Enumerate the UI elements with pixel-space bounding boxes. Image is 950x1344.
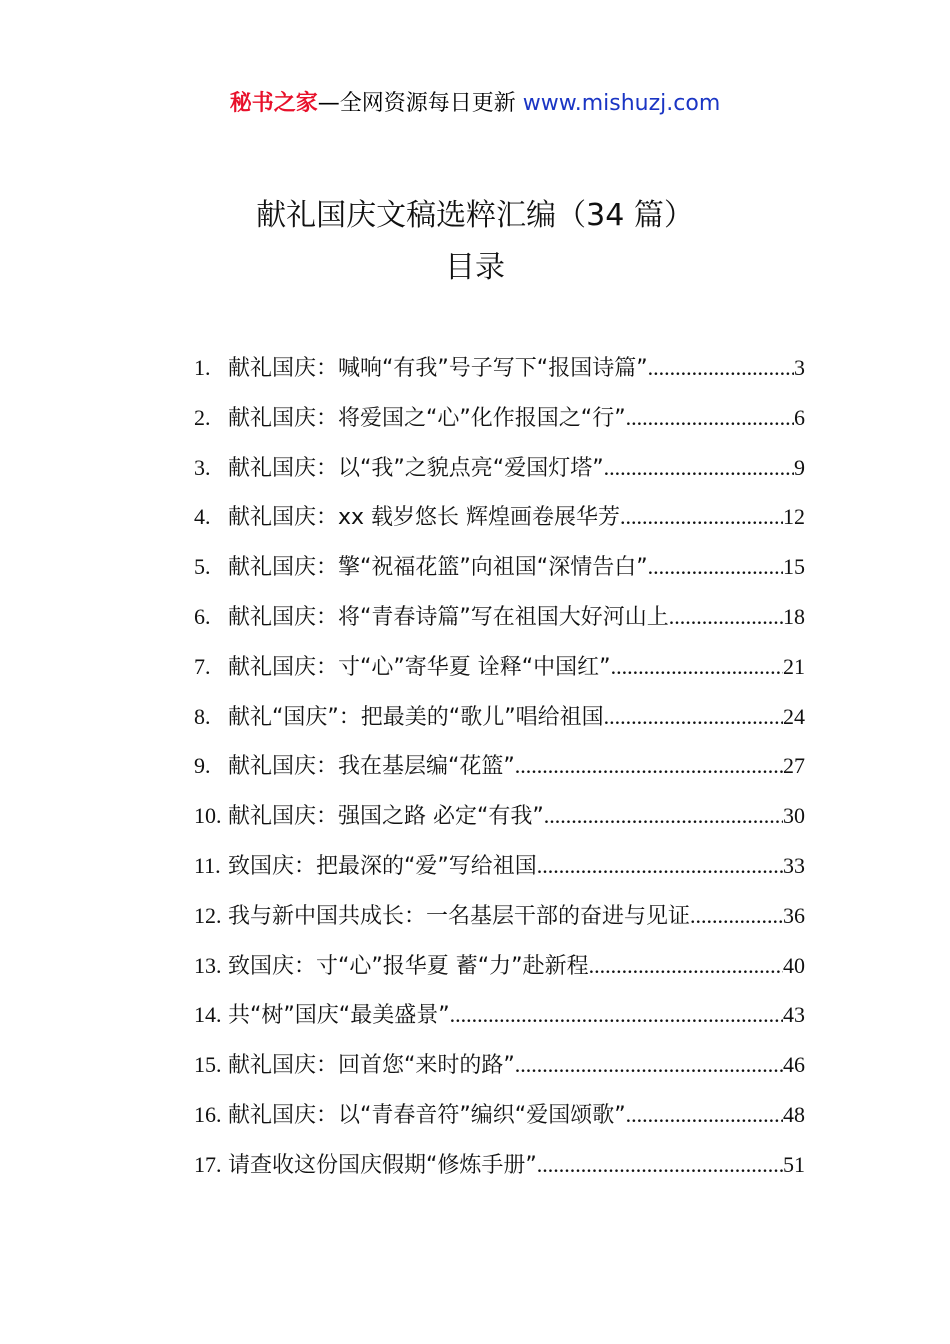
toc-entry-number: 6. bbox=[194, 603, 211, 629]
toc-dot-leader bbox=[544, 791, 783, 841]
toc-entry-number: 17. bbox=[194, 1151, 222, 1177]
toc-dot-leader bbox=[515, 741, 783, 791]
toc-heading: 目录 bbox=[445, 250, 505, 285]
toc-entry[interactable] bbox=[194, 1140, 805, 1190]
toc-entry-number: 10. bbox=[194, 803, 222, 829]
toc-entry[interactable] bbox=[194, 741, 805, 791]
toc-entry-number: 9. bbox=[194, 753, 211, 779]
header-slogan: —全网资源每日更新 bbox=[317, 91, 523, 116]
toc-entry-number: 16. bbox=[194, 1101, 222, 1127]
toc-entry[interactable] bbox=[194, 941, 805, 991]
toc-entry-number: 1. bbox=[194, 355, 211, 380]
toc-entry-number: 2. bbox=[194, 404, 211, 430]
toc-entry-number: 4. bbox=[194, 504, 211, 530]
toc-entry-page-number: 3 bbox=[794, 355, 805, 380]
toc-entry-title: 献礼国庆：xx 载岁悠长 辉煌画卷展华芳 bbox=[228, 505, 621, 531]
toc-dot-leader bbox=[648, 343, 794, 393]
toc-dot-leader bbox=[626, 1090, 783, 1140]
toc-dot-leader bbox=[620, 492, 783, 542]
site-header bbox=[0, 86, 950, 122]
toc-entry-title: 献礼国庆：擎“祝福花篮”向祖国“深情告白” bbox=[228, 555, 648, 581]
toc-entry[interactable] bbox=[194, 791, 805, 841]
toc-entry-page-number: 6 bbox=[794, 404, 805, 430]
toc-dot-leader bbox=[648, 542, 783, 592]
toc-entry[interactable] bbox=[194, 592, 805, 642]
toc-entry-number: 11. bbox=[194, 852, 221, 878]
toc-entry-number: 12. bbox=[194, 902, 222, 928]
toc-entry-page-number: 46 bbox=[783, 1052, 805, 1078]
toc-entry-title: 献礼国庆：回首您“来时的路” bbox=[228, 1053, 515, 1079]
toc-entry-number: 8. bbox=[194, 703, 211, 729]
toc-entry[interactable] bbox=[194, 1090, 805, 1140]
toc-entry[interactable] bbox=[194, 841, 805, 891]
toc-dot-leader bbox=[611, 642, 783, 692]
site-url-link[interactable]: www.mishuzj.com bbox=[522, 91, 721, 116]
toc-entry-page-number: 12 bbox=[783, 504, 805, 530]
toc-entry-title: 献礼国庆：我在基层编“花篮” bbox=[228, 754, 515, 780]
toc-entry-number: 3. bbox=[194, 454, 211, 480]
toc-entry[interactable] bbox=[194, 542, 805, 592]
toc-dot-leader bbox=[589, 941, 783, 991]
toc-dot-leader bbox=[537, 841, 783, 891]
toc-dot-leader bbox=[669, 592, 783, 642]
toc-entry-title: 请查收这份国庆假期“修炼手册” bbox=[228, 1152, 537, 1178]
toc-entry-page-number: 36 bbox=[783, 902, 805, 928]
toc-entry-title: 致国庆：寸“心”报华夏 蓄“力”赴新程 bbox=[228, 953, 589, 979]
toc-entry-number: 13. bbox=[194, 952, 222, 978]
toc-entry[interactable] bbox=[194, 692, 805, 742]
toc-entry-title: 献礼国庆：将“青春诗篇”写在祖国大好河山上 bbox=[228, 604, 669, 630]
toc-entry[interactable] bbox=[194, 443, 805, 493]
toc-dot-leader bbox=[515, 1040, 783, 1090]
toc-dot-leader bbox=[626, 393, 794, 443]
toc-dot-leader bbox=[537, 1140, 783, 1190]
toc-dot-leader bbox=[450, 990, 783, 1040]
toc-entry-number: 15. bbox=[194, 1052, 222, 1078]
toc-entry-page-number: 24 bbox=[783, 703, 805, 729]
toc-entry-title: 献礼国庆：寸“心”寄华夏 诠释“中国红” bbox=[228, 654, 611, 680]
toc-dot-leader bbox=[604, 692, 783, 742]
toc-dot-leader bbox=[604, 443, 794, 493]
toc-entry[interactable] bbox=[194, 990, 805, 1040]
toc-entry[interactable] bbox=[194, 343, 805, 393]
toc-entry-page-number: 43 bbox=[783, 1002, 805, 1028]
toc-entry-number: 7. bbox=[194, 653, 211, 679]
toc-entry-page-number: 30 bbox=[783, 803, 805, 829]
toc-entry-title: 献礼国庆：将爱国之“心”化作报国之“行” bbox=[228, 405, 626, 431]
toc-entry-page-number: 21 bbox=[783, 653, 805, 679]
toc-dot-leader bbox=[690, 891, 783, 941]
toc-entry-page-number: 27 bbox=[783, 753, 805, 779]
toc-entry-page-number: 51 bbox=[783, 1151, 805, 1177]
toc-entry-page-number: 9 bbox=[794, 454, 805, 480]
toc-entry-page-number: 48 bbox=[783, 1101, 805, 1127]
toc-entry-title: 我与新中国共成长：一名基层干部的奋进与见证 bbox=[228, 903, 691, 929]
toc-entry-title: 致国庆：把最深的“爱”写给祖国 bbox=[228, 853, 537, 879]
toc-entry-page-number: 18 bbox=[783, 603, 805, 629]
document-title: 献礼国庆文稿选粹汇编（34 篇） bbox=[256, 198, 694, 233]
toc-entry[interactable] bbox=[194, 1040, 805, 1090]
toc-entry[interactable] bbox=[194, 393, 805, 443]
toc-entry-page-number: 40 bbox=[783, 952, 805, 978]
toc-entry-title: 献礼“国庆”：把最美的“歌儿”唱给祖国 bbox=[228, 704, 604, 730]
toc-entry-page-number: 15 bbox=[783, 554, 805, 580]
toc-entry-title: 献礼国庆：以“青春音符”编织“爱国颂歌” bbox=[228, 1102, 626, 1128]
toc-entry-page-number: 33 bbox=[783, 852, 805, 878]
toc-entry-title: 献礼国庆：强国之路 必定“有我” bbox=[228, 804, 544, 830]
toc-entry-number: 14. bbox=[194, 1002, 222, 1028]
toc-entry-title: 献礼国庆：以“我”之貌点亮“爱国灯塔” bbox=[228, 455, 604, 481]
table-of-contents bbox=[194, 343, 805, 1190]
toc-entry[interactable] bbox=[194, 891, 805, 941]
toc-entry-title: 共“树”国庆“最美盛景” bbox=[228, 1003, 450, 1029]
toc-entry-number: 5. bbox=[194, 554, 211, 580]
toc-entry-title: 献礼国庆：喊响“有我”号子写下“报国诗篇” bbox=[228, 356, 648, 381]
toc-entry[interactable] bbox=[194, 492, 805, 542]
toc-entry[interactable] bbox=[194, 642, 805, 692]
brand-name: 秘书之家 bbox=[229, 91, 318, 116]
